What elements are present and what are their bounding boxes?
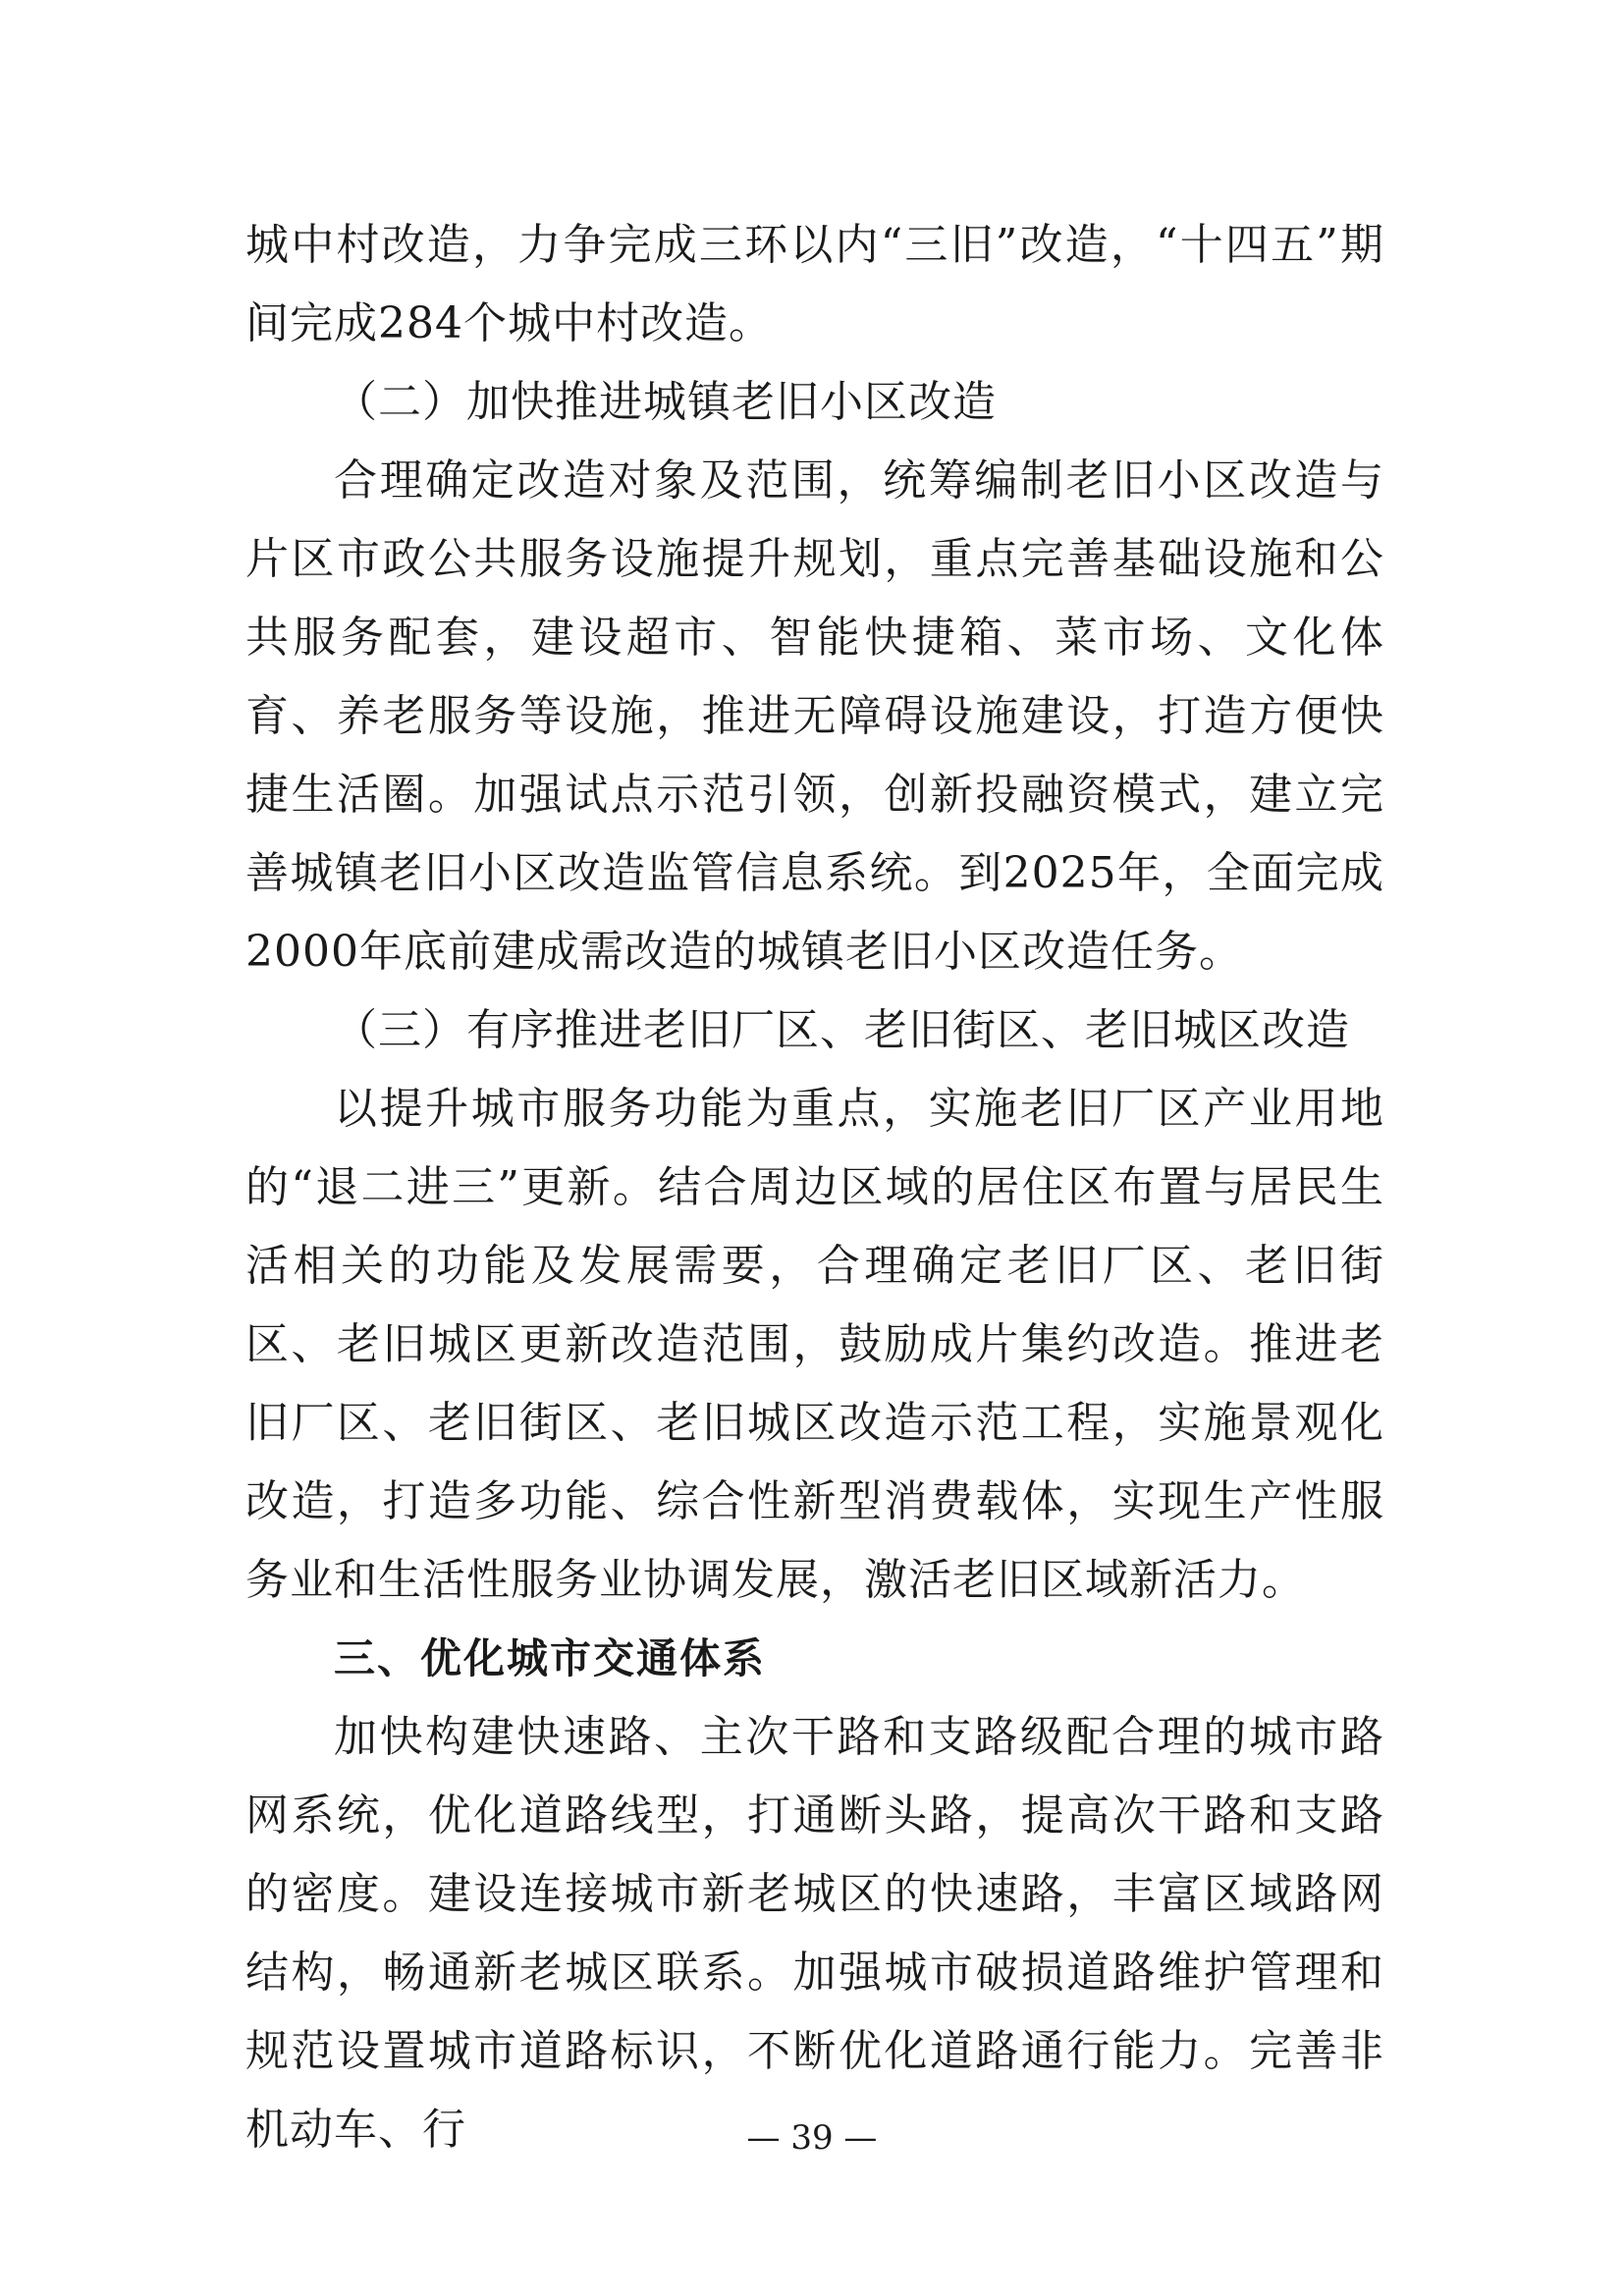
paragraph-continued: 城中村改造，力争完成三环以内“三旧”改造，“十四五”期间完成284个城中村改造。 — [245, 220, 1384, 348]
page-number: — 39 — — [746, 2118, 878, 2158]
paragraph-old-communities: 合理确定改造对象及范围，统筹编制老旧小区改造与片区市政公共服务设施提升规划，重点完善基础设施和公共服务配套，建设超市、智能快捷箱、菜市场、文化体育、养老服务等设施，推进无障碍设施建设，打造方便快捷生活圈。加强试点示范引领，创新投融资模式，建立完善城镇老旧小区改造监管信息系统。到2025年，全面完成2000年底前建成需改造的城镇老旧小区改造任务。 — [245, 455, 1384, 977]
paragraph-traffic: 加快构建快速路、主次干路和支路级配合理的城市路网系统，优化道路线型，打通断头路，提高次干路和支路的密度。建设连接城市新老城区的快速路，丰富区域路网结构，畅通新老城区联系。加强城市破损道路维护管理和规范设置城市道路标识，不断优化道路通行能力。完善非机动车、行 — [245, 1712, 1384, 2155]
subheading-two: （二）加快推进城镇老旧小区改造 — [334, 377, 997, 427]
document-body — [245, 206, 1384, 2169]
subheading-three: （三）有序推进老旧厂区、老旧街区、老旧城区改造 — [334, 1005, 1350, 1055]
section-heading: 三、优化城市交通体系 — [334, 1634, 767, 1682]
paragraph-old-districts: 以提升城市服务功能为重点，实施老旧厂区产业用地的“退二进三”更新。结合周边区域的居住区布置与居民生活相关的功能及发展需要，合理确定老旧厂区、老旧街区、老旧城区更新改造范围，鼓励成片集约改造。推进老旧厂区、老旧街区、老旧城区改造示范工程，实施景观化改造，打造多功能、综合性新型消费载体，实现生产性服务业和生活性服务业协调发展，激活老旧区域新活力。 — [245, 1084, 1384, 1605]
